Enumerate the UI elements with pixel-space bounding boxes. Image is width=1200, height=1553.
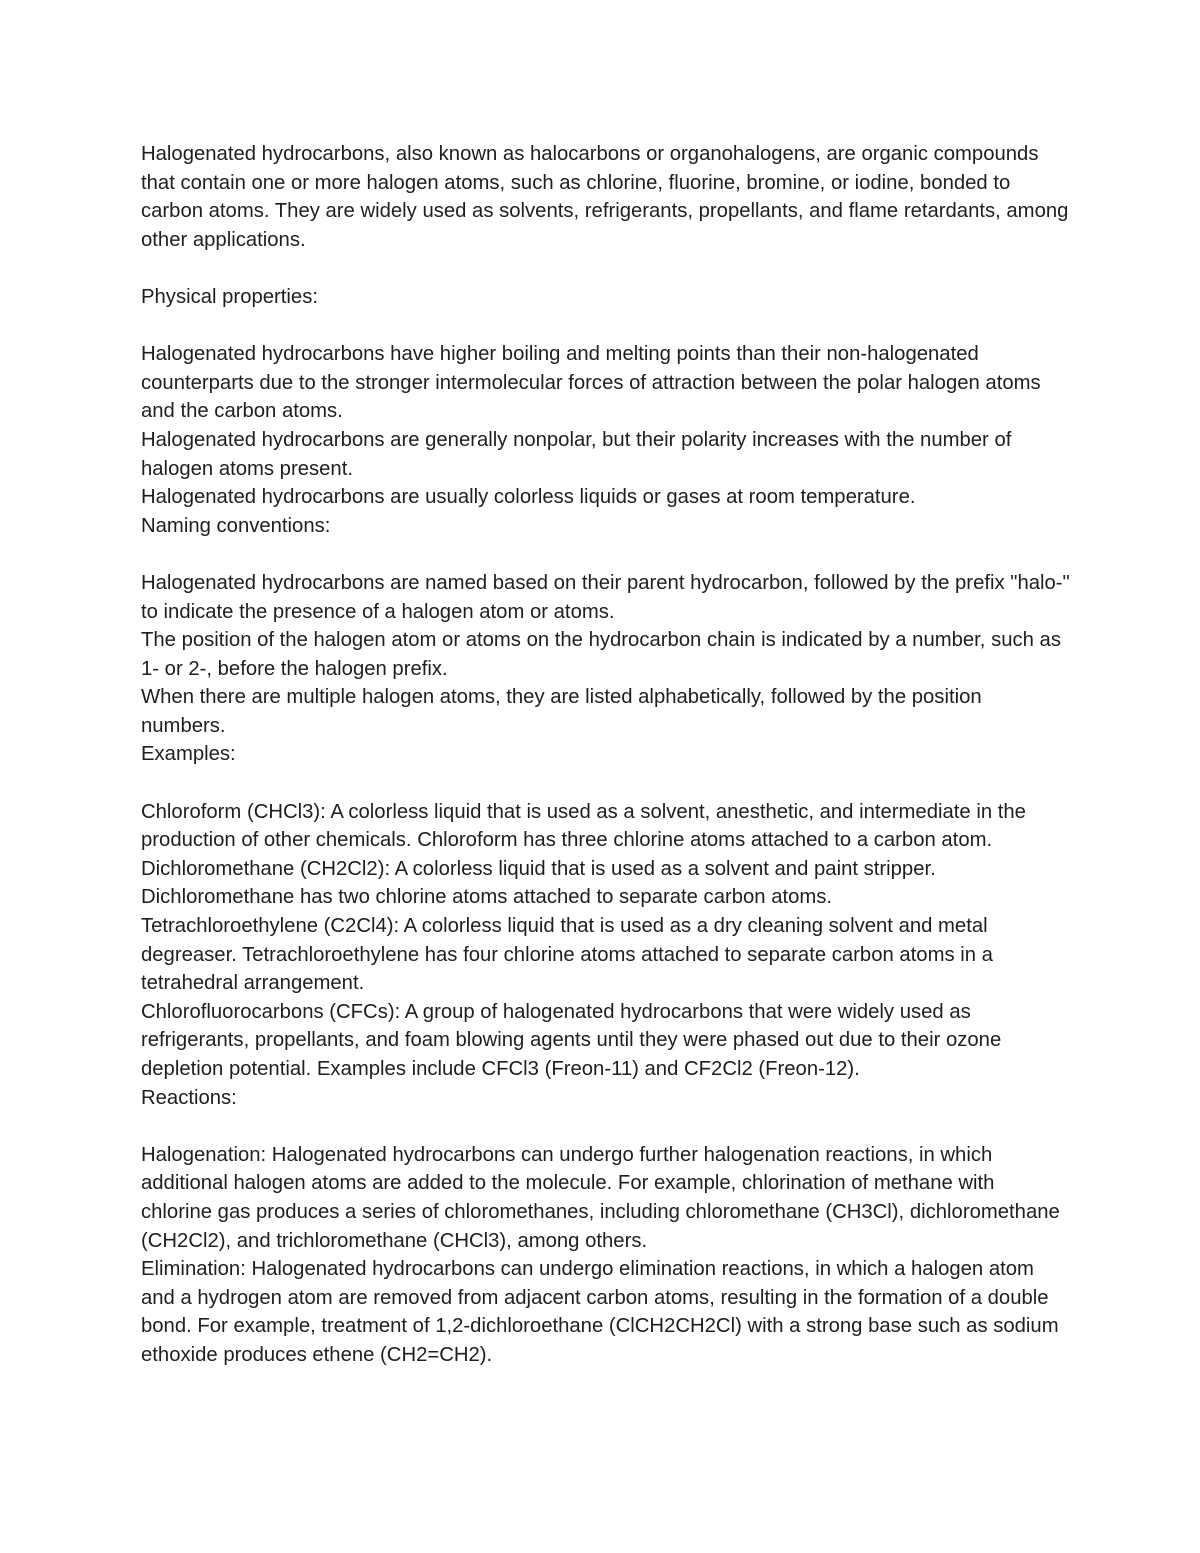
spacer bbox=[141, 254, 1071, 283]
reactions-section bbox=[141, 1084, 1071, 1370]
naming-item: When there are multiple halogen atoms, they are listed alphabetically, followed by the position numbers. bbox=[141, 686, 982, 737]
spacer bbox=[141, 769, 1071, 798]
document-page bbox=[141, 140, 1071, 1370]
spacer bbox=[141, 312, 1071, 341]
example-item: Tetrachloroethylene (C2Cl4): A colorless liquid that is used as a dry cleaning solvent and metal degreaser. Tetrachloroethylene has four chlorine atoms attached to separate carbon atoms in a tetrahedral arrangement. bbox=[141, 915, 993, 995]
naming-item: The position of the halogen atom or atoms on the hydrocarbon chain is indicated by a number, such as 1- or 2-, before the halogen prefix. bbox=[141, 629, 1061, 680]
section-heading-examples: Examples: bbox=[141, 743, 236, 766]
intro-section bbox=[141, 140, 1071, 254]
physical-properties-section bbox=[141, 283, 1071, 512]
physical-item: Halogenated hydrocarbons are usually colorless liquids or gases at room temperature. bbox=[141, 486, 916, 509]
reaction-item: Elimination: Halogenated hydrocarbons can undergo elimination reactions, in which a halogen atom and a hydrogen atom are removed from adjacent carbon atoms, resulting in the formation of a double bond. For example, treatment of 1,2-dichloroethane (ClCH2CH2Cl) with a strong base such as sodium ethoxide produces ethene (CH2=CH2). bbox=[141, 1258, 1059, 1366]
section-heading-reactions: Reactions: bbox=[141, 1086, 237, 1109]
spacer bbox=[141, 1112, 1071, 1141]
intro-paragraph: Halogenated hydrocarbons, also known as halocarbons or organohalogens, are organic compounds that contain one or more halogen atoms, such as chlorine, fluorine, bromine, or iodine, bonded to carbon atoms. They are widely used as solvents, refrigerants, propellants, and flame retardants, among other applications. bbox=[141, 143, 1069, 251]
spacer bbox=[141, 540, 1071, 569]
section-heading-naming: Naming conventions: bbox=[141, 514, 331, 537]
examples-section bbox=[141, 740, 1071, 1083]
example-item: Dichloromethane (CH2Cl2): A colorless liquid that is used as a solvent and paint stripper. Dichloromethane has two chlorine atoms attached to separate carbon atoms. bbox=[141, 857, 936, 909]
physical-item: Halogenated hydrocarbons have higher boiling and melting points than their non-halogenated counterparts due to the stronger intermolecular forces of attraction between the polar halogen atoms and the carbon atoms. bbox=[141, 343, 1041, 423]
section-heading-physical: Physical properties: bbox=[141, 285, 318, 308]
physical-item: Halogenated hydrocarbons are generally nonpolar, but their polarity increases with the number of halogen atoms present. bbox=[141, 428, 1012, 480]
naming-item: Halogenated hydrocarbons are named based on their parent hydrocarbon, followed by the prefix "halo-" to indicate the presence of a halogen atom or atoms. bbox=[141, 571, 1070, 623]
example-item: Chlorofluorocarbons (CFCs): A group of halogenated hydrocarbons that were widely used as refrigerants, propellants, and foam blowing agents until they were phased out due to their ozone depletion potential. Examples include CFCl3 (Freon-11) and CF2Cl2 (Freon-12). bbox=[141, 1000, 1002, 1080]
reaction-item: Halogenation: Halogenated hydrocarbons can undergo further halogenation reactions, in which additional halogen atoms are added to the molecule. For example, chlorination of methane with chlorine gas produces a series of chloromethanes, including chloromethane (CH3Cl), dichloromethane (CH2Cl2), and trichloromethane (CHCl3), among others. bbox=[141, 1143, 1060, 1252]
naming-conventions-section bbox=[141, 512, 1071, 741]
example-item: Chloroform (CHCl3): A colorless liquid that is used as a solvent, anesthetic, and intermediate in the production of other chemicals. Chloroform has three chlorine atoms attached to a carbon atom. bbox=[141, 800, 1026, 852]
